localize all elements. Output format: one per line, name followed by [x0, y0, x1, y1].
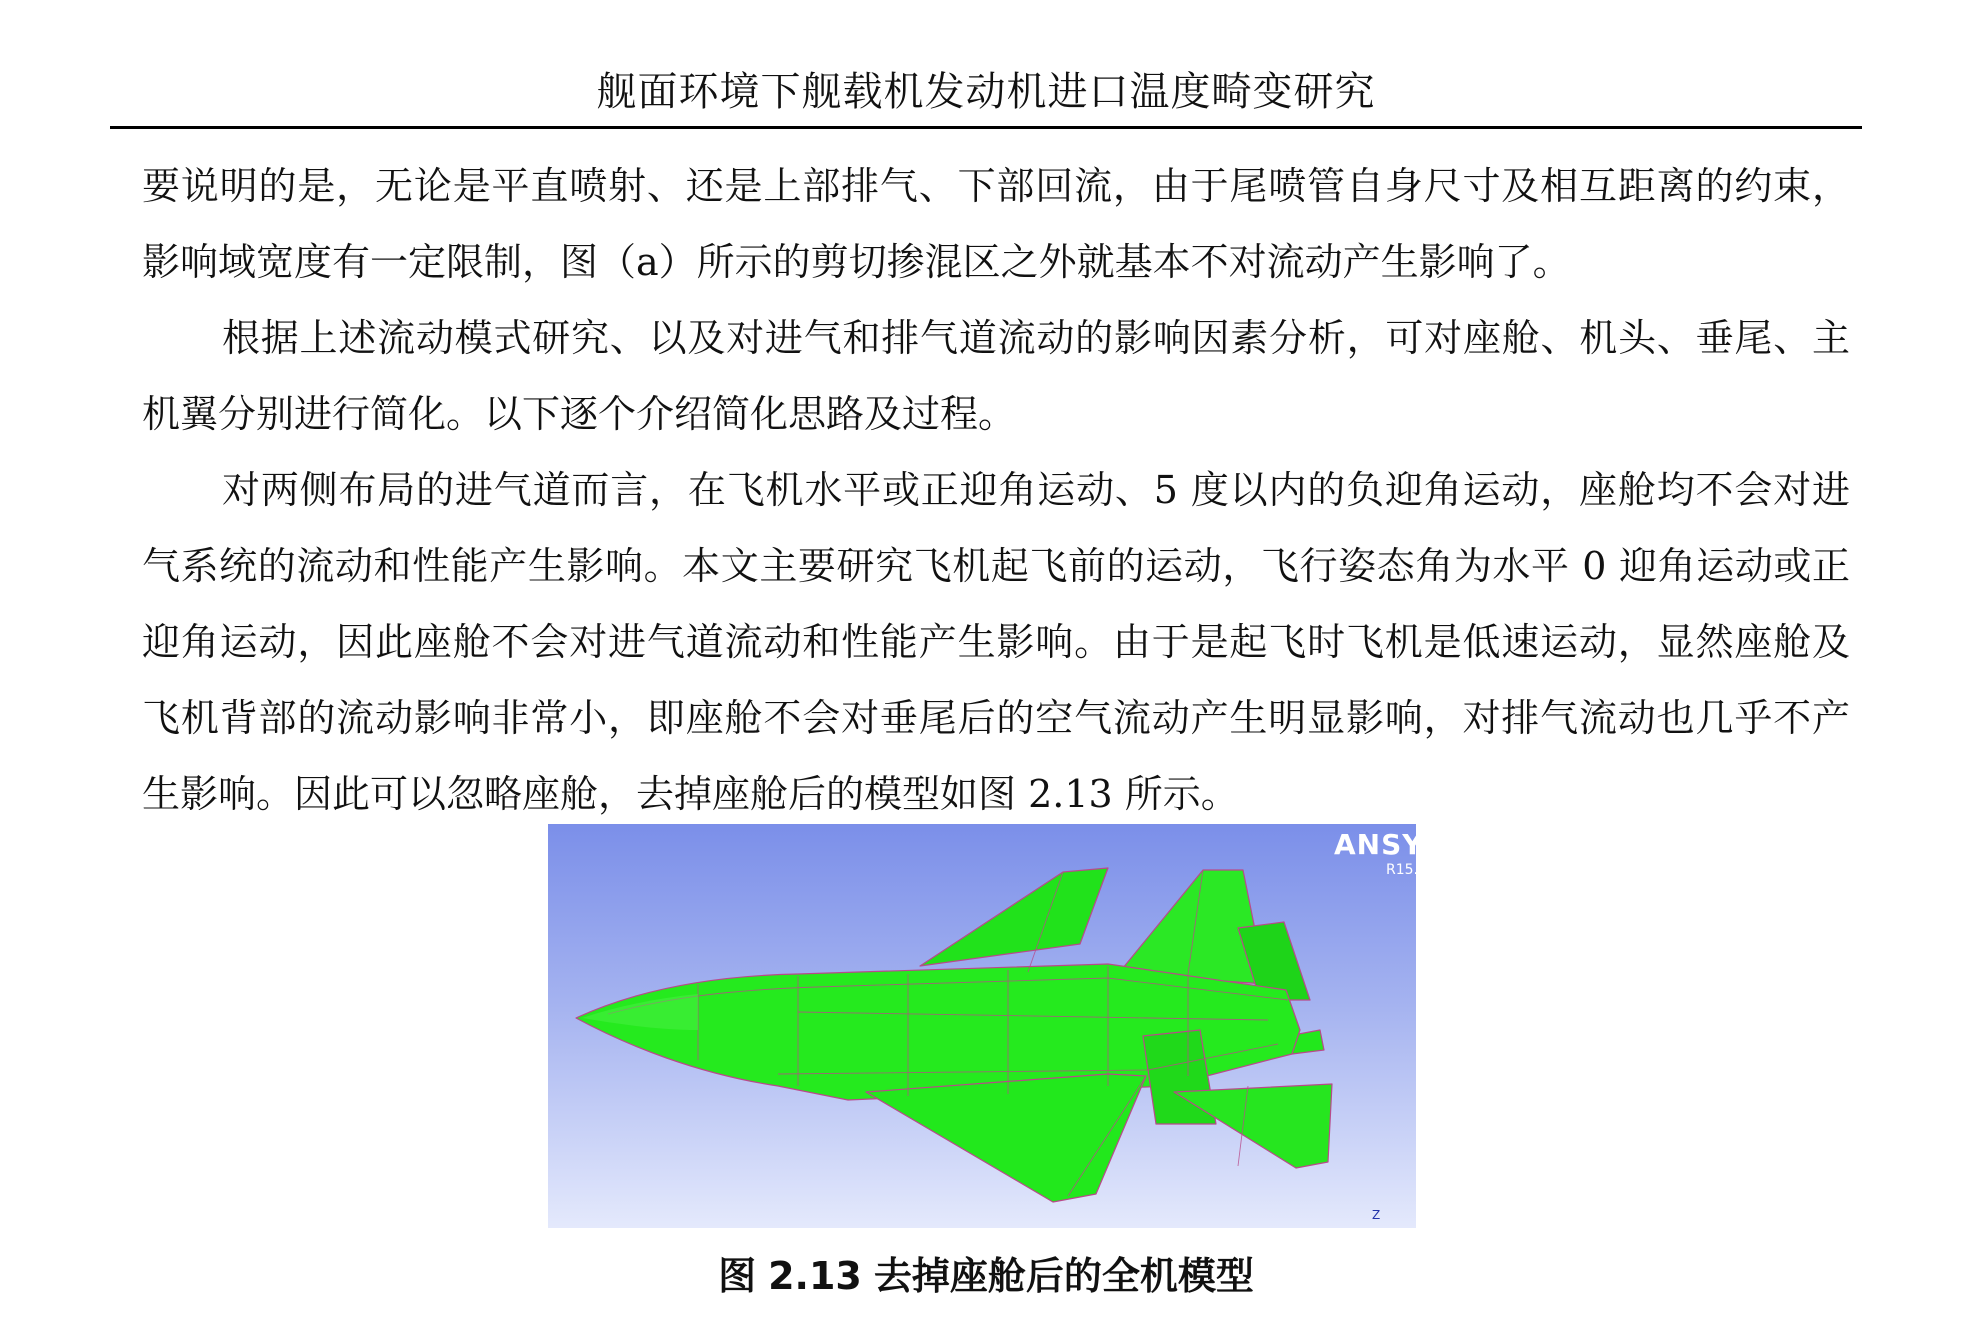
body-text — [142, 148, 1850, 832]
page-header — [110, 62, 1862, 129]
aircraft-model — [576, 868, 1332, 1202]
paragraph-continuation: 要说明的是，无论是平直喷射、还是上部排气、下部回流，由于尾喷管自身尺寸及相互距离的约束，影响域宽度有一定限制，图（a）所示的剪切掺混区之外就基本不对流动产生影响了。 — [142, 164, 1850, 284]
paragraph-simplification: 根据上述流动模式研究、以及对进气和排气道流动的影响因素分析，可对座舱、机头、垂尾、主机翼分别进行简化。以下逐个介绍简化思路及过程。 — [142, 316, 1850, 436]
aircraft-model-figure — [548, 824, 1445, 1228]
axis-triad-label: Z — [1372, 1208, 1381, 1222]
upper-main-wing — [920, 868, 1108, 966]
paragraph-cockpit: 对两侧布局的进气道而言，在飞机水平或正迎角运动、5 度以内的负迎角运动，座舱均不会对进气系统的流动和性能产生影响。本文主要研究飞机起飞前的运动，飞行姿态角为水平 0 迎角运动或正迎角运动，因此座舱不会对进气道流动和性能产生影响。由于是起飞时飞机是低速运动，显然座舱及飞机背部的流动影响非常小，即座舱不会对垂尾后的空气流动产生明显影响，对排气流动也几乎不产生影响。因此可以忽略座舱，去掉座舱后的模型如图 2.13 所示。 — [142, 468, 1850, 816]
figure-caption — [0, 1248, 1972, 1304]
caption-prefix: 图 — [718, 1254, 757, 1298]
aircraft-model-render — [548, 824, 1416, 1228]
caption-text: 去掉座舱后的全机模型 — [873, 1254, 1254, 1298]
ansys-version: R15.0 — [1386, 862, 1427, 878]
lower-horizontal-tail — [1174, 1084, 1332, 1168]
ansys-logo: ANSYS — [1334, 828, 1445, 861]
header-title: 舰面环境下舰载机发动机进口温度畸变研究 — [596, 69, 1376, 115]
caption-number: 2.13 — [768, 1254, 862, 1298]
